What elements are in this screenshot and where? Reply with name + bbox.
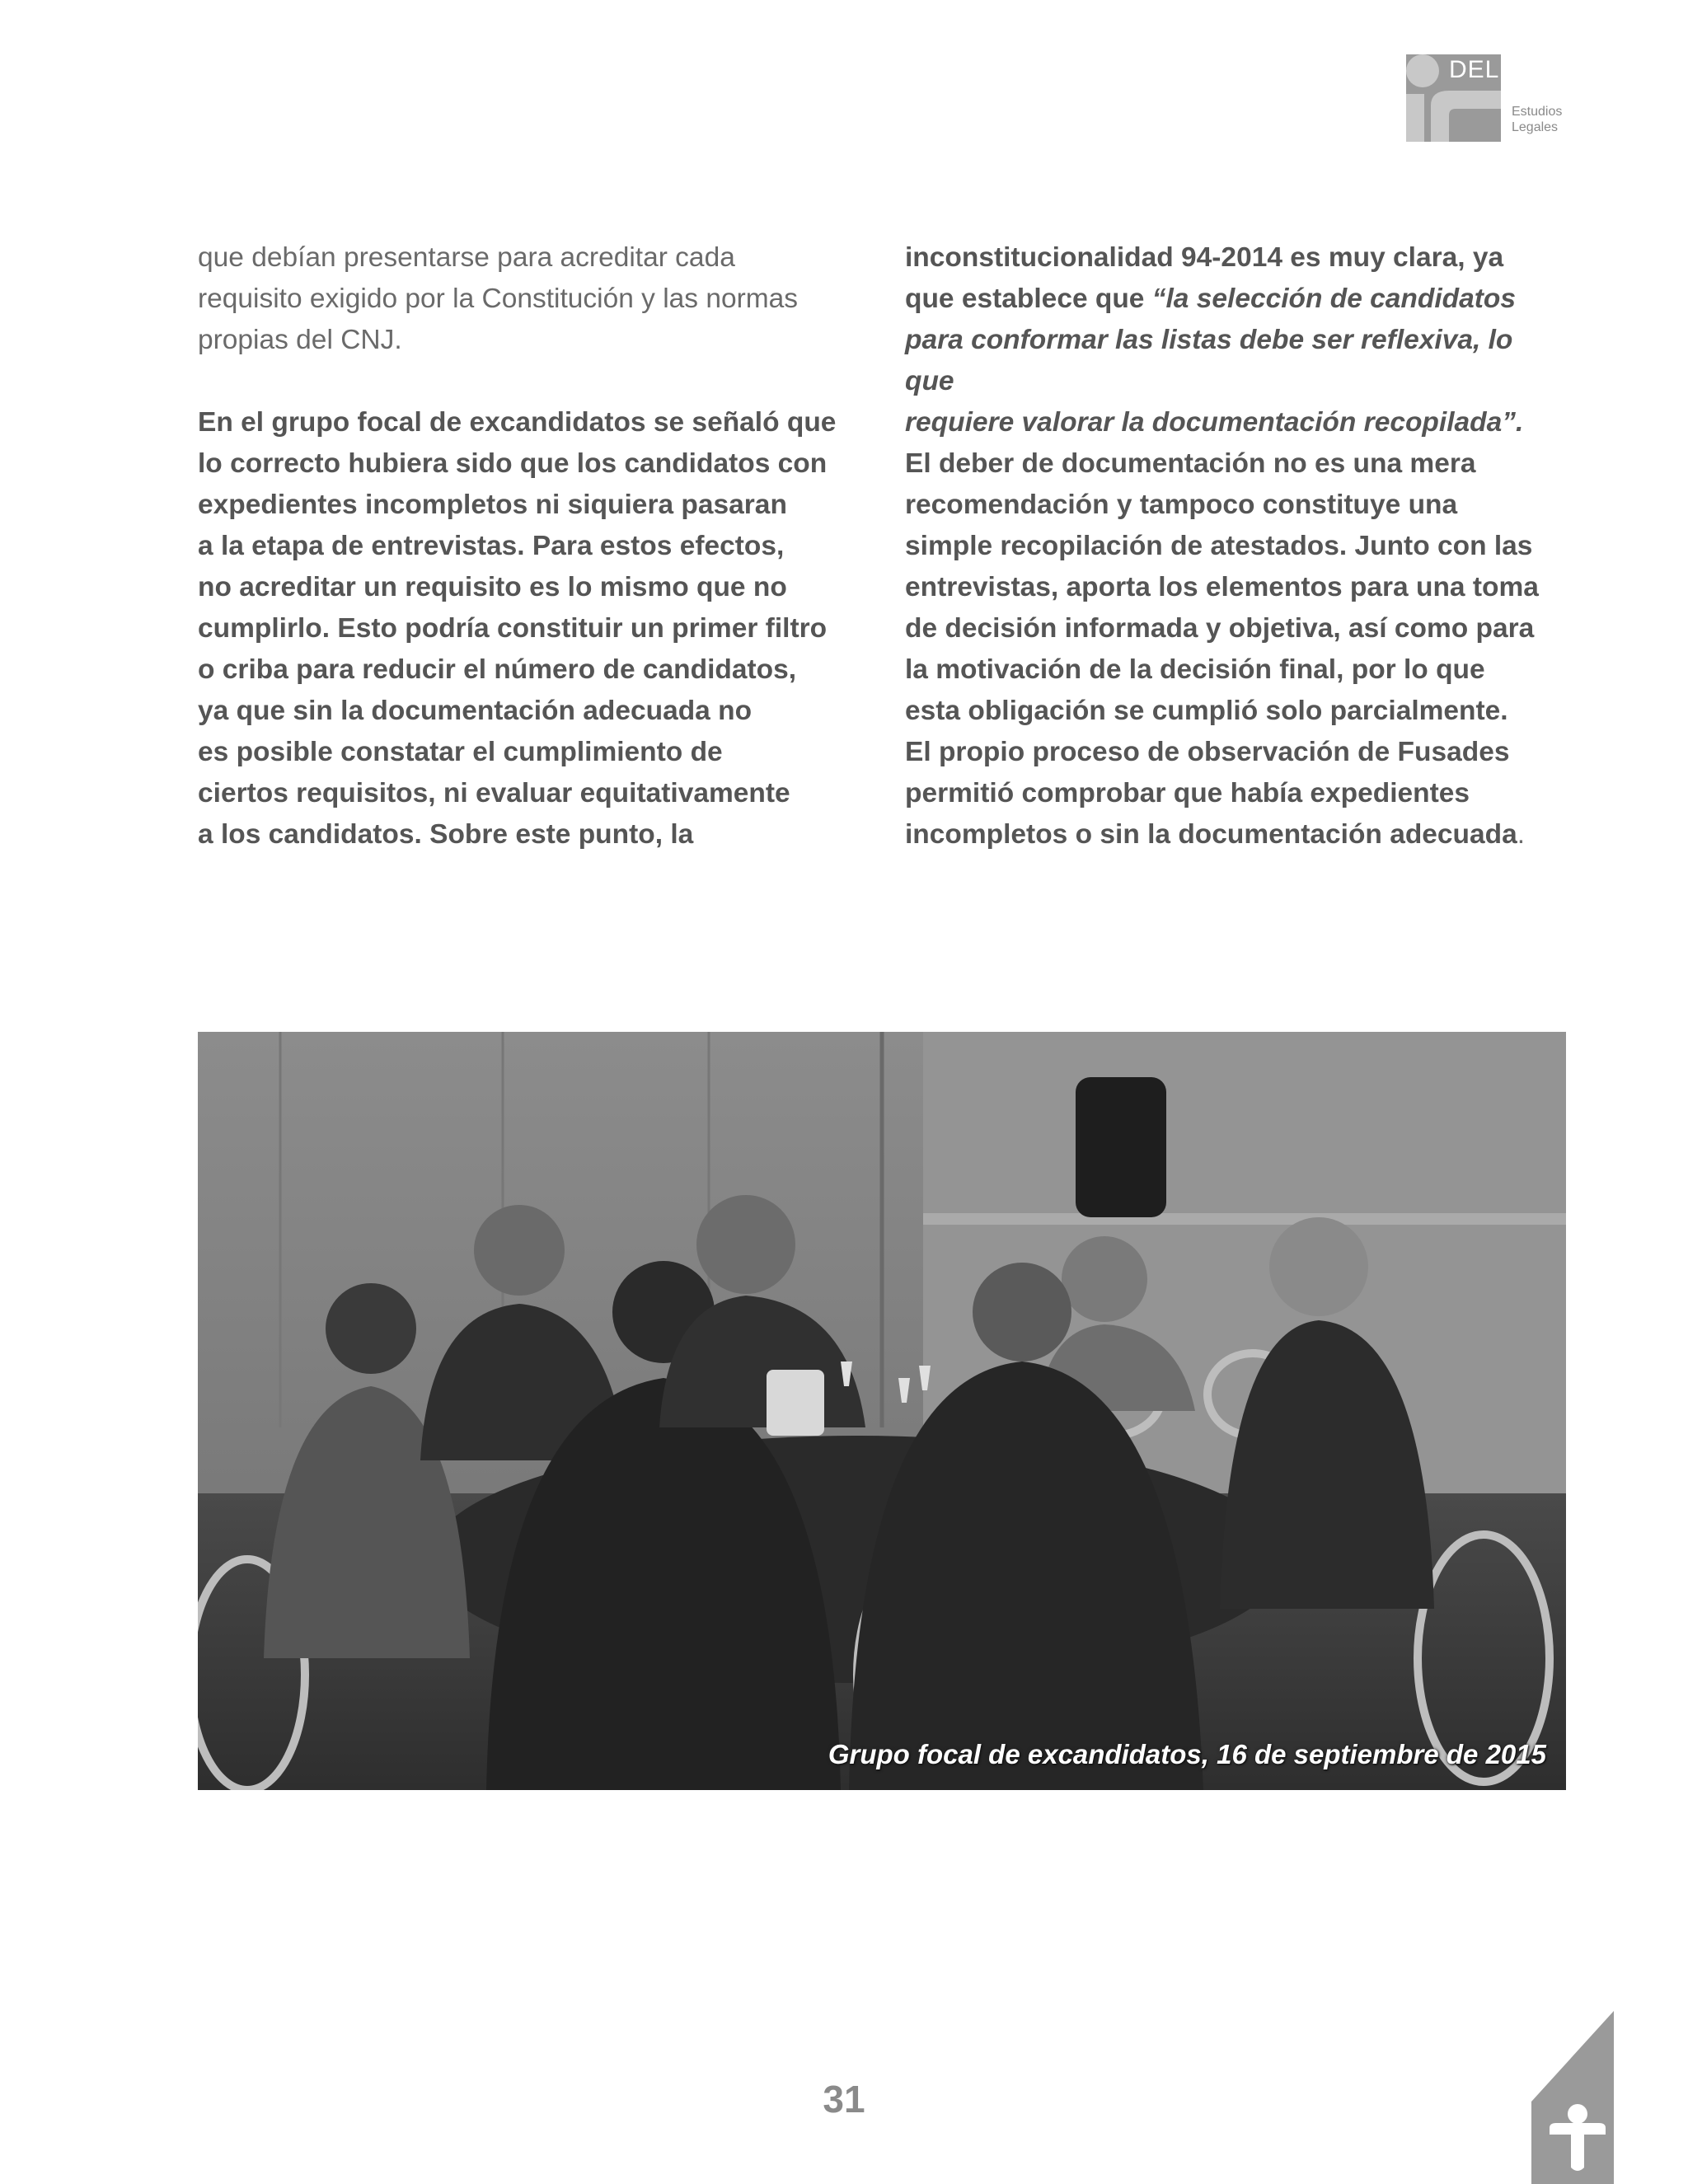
left-paragraph-2 [198, 402, 849, 855]
text-line: simple recopilación de atestados. Junto con las [905, 531, 1533, 561]
text-run: incompletos o sin la documentación adecuada [905, 819, 1517, 850]
quote-run: “la selección de candidatos [1151, 284, 1516, 314]
text-line: no acreditar un requisito es lo mismo que no [198, 572, 787, 602]
text-line: recomendación y tampoco constituye una [905, 490, 1458, 520]
text-run: . [1517, 819, 1526, 850]
text-line: permitió comprobar que había expedientes [905, 778, 1470, 808]
text-line: inconstitucionalidad 94-2014 es muy clara, ya [905, 242, 1504, 273]
page-number: 31 [823, 2078, 865, 2121]
focal-group-photo [198, 1032, 1566, 1790]
text-line: cumplirlo. Esto podría constituir un primer filtro [198, 613, 828, 644]
photo-caption: Grupo focal de excandidatos, 16 de septiembre de 2015 [828, 1739, 1546, 1769]
text-line: requisito exigido por la Constitución y las normas [198, 284, 799, 314]
text-line: o criba para reducir el número de candidatos, [198, 654, 797, 685]
logo-text: DEL [1449, 56, 1500, 83]
text-line: entrevistas, aporta los elementos para una toma [905, 572, 1539, 602]
text-line: de decisión informada y objetiva, así como para [905, 613, 1535, 644]
text-line: que debían presentarse para acreditar cada [198, 242, 735, 273]
text-line: ya que sin la documentación adecuada no [198, 696, 753, 726]
right-column [905, 237, 1564, 855]
text-line: esta obligación se cumplió solo parcialmente. [905, 696, 1508, 726]
logo-subtitle [1512, 104, 1562, 135]
text-line [905, 814, 1564, 855]
left-paragraph-1 [198, 237, 849, 361]
text-line [905, 279, 1564, 320]
text-line: es posible constatar el cumplimiento de [198, 737, 723, 767]
text-line: El propio proceso de observación de Fusades [905, 737, 1510, 767]
quote-line: para conformar las listas debe ser reflexiva, lo que [905, 325, 1513, 396]
text-line: En el grupo focal de excandidatos se señaló que [198, 407, 837, 438]
corner-tab-icon [1531, 2011, 1614, 2184]
text-line: El deber de documentación no es una mera [905, 448, 1476, 479]
del-logo [1406, 54, 1587, 145]
text-line: a los candidatos. Sobre este punto, la [198, 819, 694, 850]
text-line: ciertos requisitos, ni evaluar equitativamente [198, 778, 790, 808]
text-line: expedientes incompletos ni siquiera pasaran [198, 490, 787, 520]
logo-subtitle-line-2: Legales [1512, 120, 1559, 134]
text-line: a la etapa de entrevistas. Para estos efectos, [198, 531, 785, 561]
photo-illustration [198, 1032, 1566, 1790]
text-run: que establece que [905, 284, 1152, 314]
logo-subtitle-line-1: Estudios [1512, 105, 1563, 119]
left-column [198, 237, 849, 855]
text-line: lo correcto hubiera sido que los candidatos con [198, 448, 828, 479]
text-line: la motivación de la decisión final, por lo que [905, 654, 1485, 685]
quote-line: requiere valorar la documentación recopilada”. [905, 407, 1524, 438]
text-line: propias del CNJ. [198, 325, 402, 355]
